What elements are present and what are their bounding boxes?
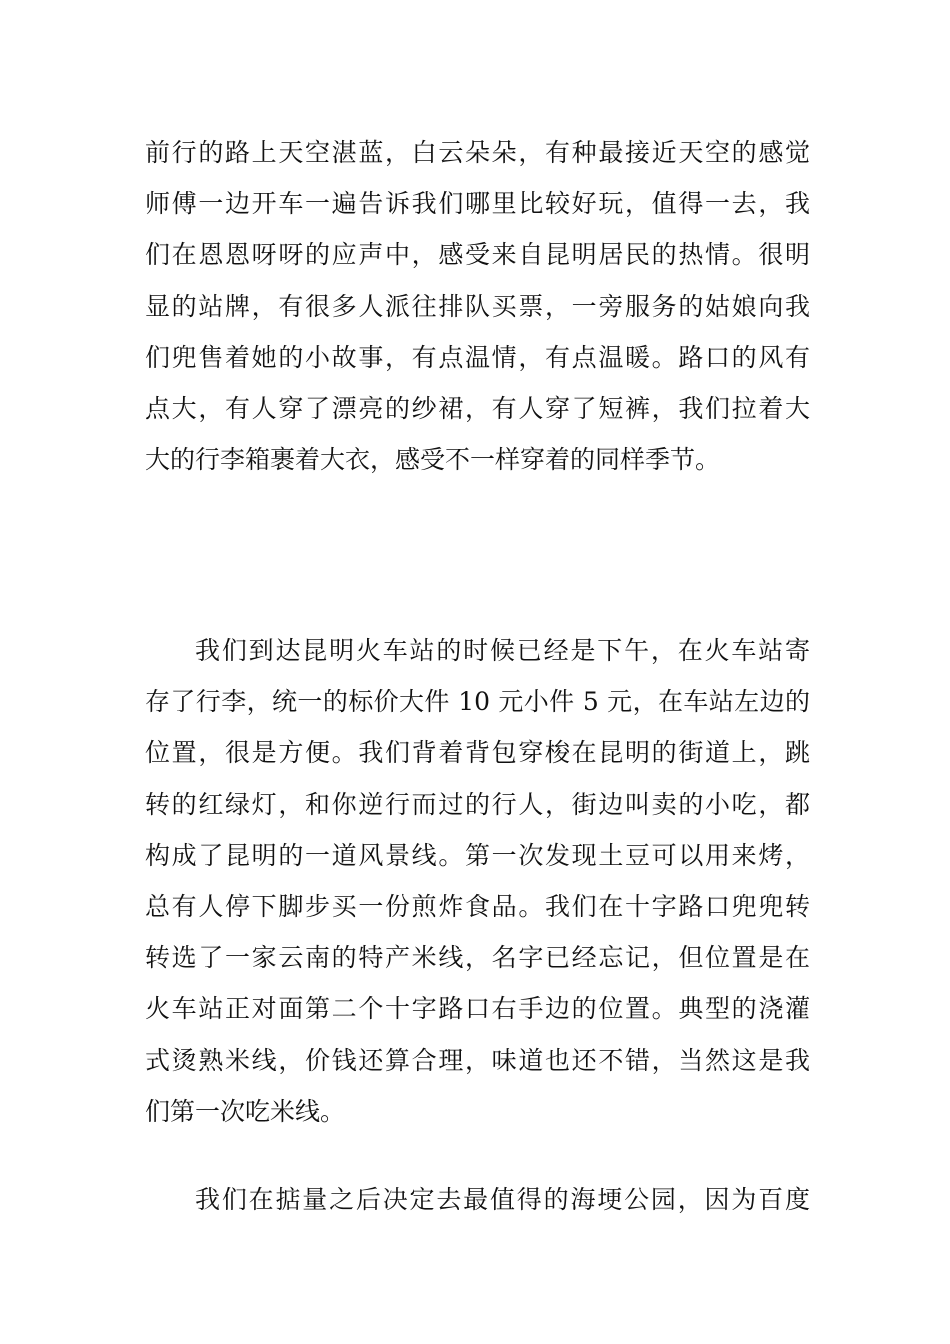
text-line: 点大，有人穿了漂亮的纱裙，有人穿了短裤，我们拉着大 [145,394,810,424]
text-line: 存了行李，统一的标价大件 10 元小件 5 元，在车站左边的 [145,687,810,717]
text-line: 我们到达昆明火车站的时候已经是下午，在火车站寄 [195,636,810,665]
text-line: 大的行李箱裹着大衣，感受不一样穿着的同样季节。 [145,445,721,475]
text-line: 前行的路上天空湛蓝，白云朵朵，有种最接近天空的感觉 [145,138,810,167]
text-line: 们在恩恩呀呀的应声中，感受来自昆明居民的热情。很明 [145,240,810,270]
text-line: 转选了一家云南的特产米线，名字已经忘记，但位置是在 [145,943,810,973]
text-line: 式烫熟米线，价钱还算合理，味道也还不错，当然这是我 [145,1045,810,1075]
paragraph-2 [145,625,810,1137]
text-line: 我们在掂量之后决定去最值得的海埂公园，因为百度 [195,1185,810,1214]
text-line: 们第一次吃米线。 [145,1096,346,1126]
text-line: 构成了昆明的一道风景线。第一次发现土豆可以用来烤， [145,840,810,870]
text-line: 转的红绿灯，和你逆行而过的行人，街边叫卖的小吃，都 [145,789,810,819]
paragraph-1 [145,127,810,485]
text-line: 们兜售着她的小故事，有点温情，有点温暖。路口的风有 [145,342,810,372]
text-line: 位置，很是方便。我们背着背包穿梭在昆明的街道上，跳 [145,738,810,768]
text-line: 显的站牌，有很多人派往排队买票，一旁服务的姑娘向我 [145,291,810,321]
text-line: 师傅一边开车一遍告诉我们哪里比较好玩，值得一去，我 [145,189,810,219]
text-line: 总有人停下脚步买一份煎炸食品。我们在十字路口兜兜转 [145,892,810,922]
text-line: 火车站正对面第二个十字路口右手边的位置。典型的浇灌 [145,994,810,1024]
paragraph-3 [145,1174,810,1225]
